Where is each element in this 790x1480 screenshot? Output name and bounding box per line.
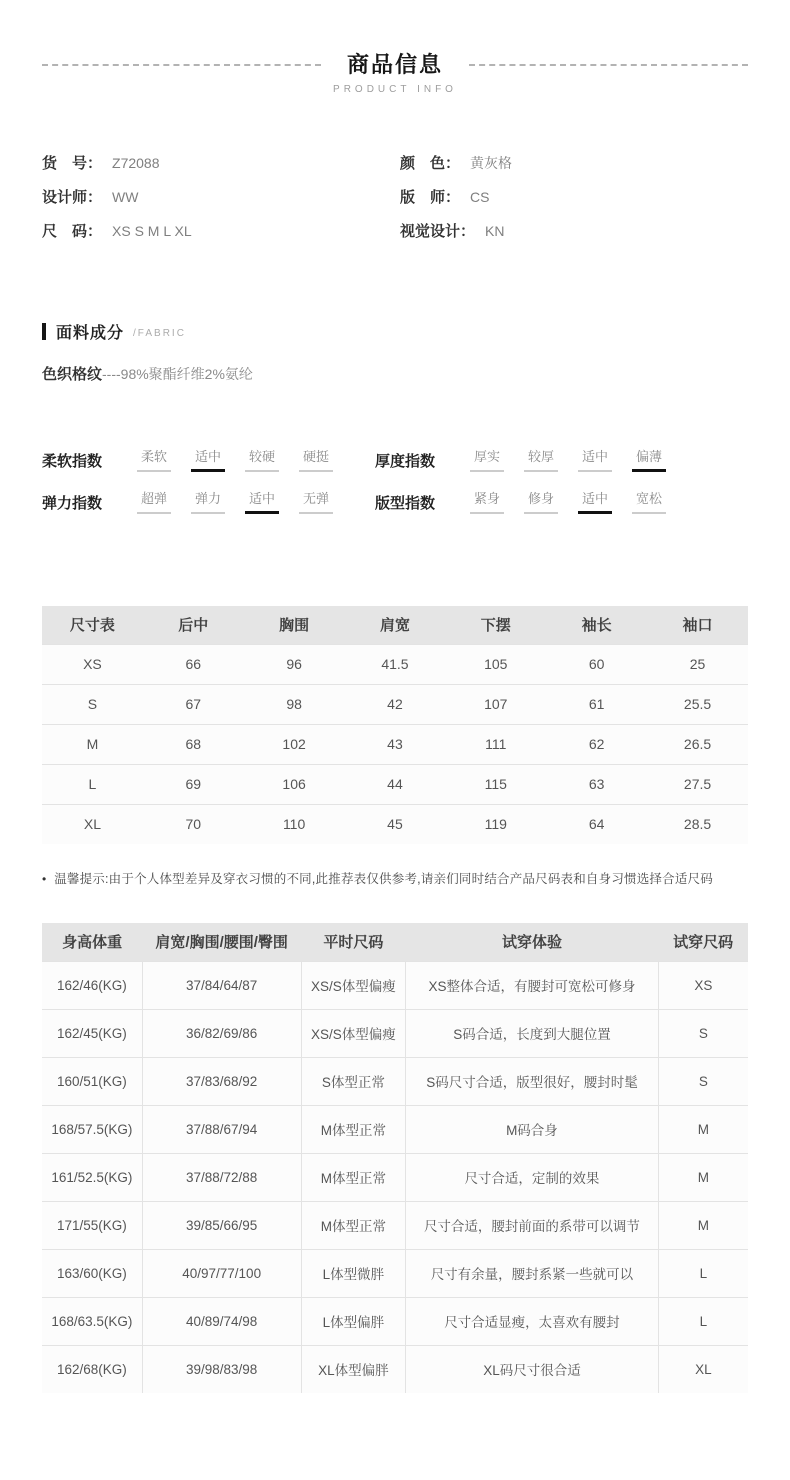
fabric-name: 色织格纹 — [42, 366, 103, 383]
field-value: WW — [112, 189, 139, 205]
table-cell: 36/82/69/86 — [142, 1009, 301, 1057]
index-option-selected: 适中 — [245, 492, 279, 514]
table-cell: XL — [658, 1345, 748, 1393]
table-cell: 168/57.5(KG) — [42, 1105, 142, 1153]
index-options — [470, 450, 666, 472]
table-cell: 70 — [143, 804, 244, 844]
table-cell: M体型正常 — [301, 1105, 405, 1153]
table-row — [42, 724, 748, 764]
table-cell: 45 — [345, 804, 446, 844]
table-cell: 37/88/67/94 — [142, 1105, 301, 1153]
table-cell: 111 — [445, 724, 546, 764]
table-cell: 60 — [546, 644, 647, 684]
index-option: 弹力 — [191, 492, 225, 514]
thickness-index-group — [375, 450, 748, 472]
table-row — [42, 764, 748, 804]
field-value: XS S M L XL — [112, 223, 192, 239]
table-cell: 41.5 — [345, 644, 446, 684]
size-chart-header — [42, 606, 748, 644]
index-option: 紧身 — [470, 492, 504, 514]
fabric-composition-line — [42, 363, 748, 384]
table-row — [42, 644, 748, 684]
table-cell: 27.5 — [647, 764, 748, 804]
field-sizes — [42, 223, 400, 240]
index-options — [137, 450, 333, 472]
table-cell: 160/51(KG) — [42, 1057, 142, 1105]
index-option: 较硬 — [245, 450, 279, 472]
table-cell: M — [658, 1153, 748, 1201]
table-cell: 168/63.5(KG) — [42, 1297, 142, 1345]
table-cell: 25.5 — [647, 684, 748, 724]
index-option: 适中 — [578, 450, 612, 472]
table-cell: 162/45(KG) — [42, 1009, 142, 1057]
size-chart-body — [42, 644, 748, 844]
field-item-number — [42, 155, 400, 172]
table-cell: M — [658, 1201, 748, 1249]
fabric-section-heading — [42, 320, 748, 343]
field-value: KN — [485, 223, 505, 239]
table-cell: M体型正常 — [301, 1153, 405, 1201]
column-header: 肩宽/胸围/腰围/臀围 — [142, 923, 301, 961]
page-title-block — [333, 48, 457, 95]
table-cell: 119 — [445, 804, 546, 844]
fabric-heading: 面料成分 — [56, 325, 125, 342]
table-cell: 61 — [546, 684, 647, 724]
table-cell: 37/83/68/92 — [142, 1057, 301, 1105]
column-header: 下摆 — [445, 606, 546, 644]
column-header: 试穿体验 — [406, 923, 659, 961]
field-label: 尺 码： — [42, 223, 103, 240]
table-cell: L — [658, 1297, 748, 1345]
table-cell: XS/S体型偏瘦 — [301, 961, 405, 1009]
index-option: 柔软 — [137, 450, 171, 472]
column-header: 后中 — [143, 606, 244, 644]
column-header: 肩宽 — [345, 606, 446, 644]
table-cell: 69 — [143, 764, 244, 804]
attribute-indices — [42, 450, 748, 514]
index-option: 修身 — [524, 492, 558, 514]
index-options — [470, 492, 666, 514]
index-label: 厚度指数 — [375, 453, 436, 470]
product-info-fields — [42, 155, 748, 240]
product-info-page — [0, 48, 790, 1451]
table-cell: 68 — [143, 724, 244, 764]
table-cell: 40/89/74/98 — [142, 1297, 301, 1345]
table-cell: M体型正常 — [301, 1201, 405, 1249]
table-cell: M — [658, 1105, 748, 1153]
column-header: 试穿尺码 — [658, 923, 748, 961]
field-label: 视觉设计： — [400, 223, 476, 240]
table-cell: M — [42, 724, 143, 764]
table-cell: 67 — [143, 684, 244, 724]
table-cell: XL — [42, 804, 143, 844]
index-option: 较厚 — [524, 450, 558, 472]
table-cell: 尺寸有余量，腰封系紧一些就可以 — [406, 1249, 659, 1297]
table-cell: 98 — [244, 684, 345, 724]
try-on-table — [42, 923, 748, 1393]
softness-index-group — [42, 450, 375, 472]
table-cell: 102 — [244, 724, 345, 764]
table-cell: L — [42, 764, 143, 804]
column-header: 胸围 — [244, 606, 345, 644]
dashed-divider-left — [42, 64, 321, 66]
index-label: 版型指数 — [375, 495, 436, 512]
column-header: 袖口 — [647, 606, 748, 644]
table-cell: XS — [42, 644, 143, 684]
field-label: 颜 色： — [400, 155, 461, 172]
table-cell: L体型微胖 — [301, 1249, 405, 1297]
table-row — [42, 1153, 748, 1201]
table-cell: XS/S体型偏瘦 — [301, 1009, 405, 1057]
bullet-icon: • — [42, 872, 47, 886]
table-cell: 106 — [244, 764, 345, 804]
index-option-selected: 适中 — [191, 450, 225, 472]
table-cell: 39/98/83/98 — [142, 1345, 301, 1393]
index-option: 无弹 — [299, 492, 333, 514]
field-label: 版 师： — [400, 189, 461, 206]
table-cell: 96 — [244, 644, 345, 684]
index-option-selected: 适中 — [578, 492, 612, 514]
fit-index-group — [375, 492, 748, 514]
table-cell: 162/68(KG) — [42, 1345, 142, 1393]
table-row — [42, 1201, 748, 1249]
field-patternmaker — [400, 189, 748, 206]
table-cell: 42 — [345, 684, 446, 724]
field-value: Z72088 — [112, 155, 160, 171]
table-cell: 161/52.5(KG) — [42, 1153, 142, 1201]
field-label: 设计师： — [42, 189, 103, 206]
column-header: 尺寸表 — [42, 606, 143, 644]
page-title: 商品信息 — [347, 52, 444, 77]
table-cell: 39/85/66/95 — [142, 1201, 301, 1249]
table-cell: XS整体合适，有腰封可宽松可修身 — [406, 961, 659, 1009]
table-cell: 63 — [546, 764, 647, 804]
field-value: 黄灰格 — [470, 155, 513, 171]
index-option-selected: 偏薄 — [632, 450, 666, 472]
table-cell: 163/60(KG) — [42, 1249, 142, 1297]
warm-tip — [42, 871, 748, 887]
index-label: 弹力指数 — [42, 495, 103, 512]
table-cell: S — [658, 1009, 748, 1057]
table-row — [42, 1345, 748, 1393]
field-value: CS — [470, 189, 490, 205]
field-visual-design — [400, 223, 748, 240]
table-cell: 37/88/72/88 — [142, 1153, 301, 1201]
table-cell: 尺寸合适，腰封前面的系带可以调节 — [406, 1201, 659, 1249]
table-cell: 44 — [345, 764, 446, 804]
dashed-divider-right — [469, 64, 748, 66]
fabric-heading-en: /FABRIC — [133, 328, 186, 339]
index-options — [137, 492, 333, 514]
table-row — [42, 961, 748, 1009]
column-header: 身高体重 — [42, 923, 142, 961]
table-row — [42, 1105, 748, 1153]
table-cell: 62 — [546, 724, 647, 764]
table-cell: S码尺寸合适，版型很好，腰封时髦 — [406, 1057, 659, 1105]
field-color — [400, 155, 748, 172]
table-cell: 43 — [345, 724, 446, 764]
table-cell: 64 — [546, 804, 647, 844]
try-on-body — [42, 961, 748, 1393]
table-cell: 115 — [445, 764, 546, 804]
heading-accent-bar — [42, 323, 46, 340]
table-cell: S — [658, 1057, 748, 1105]
table-cell: S体型正常 — [301, 1057, 405, 1105]
column-header: 袖长 — [546, 606, 647, 644]
index-option: 硬挺 — [299, 450, 333, 472]
table-cell: 66 — [143, 644, 244, 684]
fabric-composition: ----98%聚酯纤维2%氨纶 — [102, 366, 253, 382]
table-cell: 37/84/64/87 — [142, 961, 301, 1009]
elasticity-index-group — [42, 492, 375, 514]
index-option: 超弹 — [137, 492, 171, 514]
table-cell: 105 — [445, 644, 546, 684]
table-row — [42, 1009, 748, 1057]
table-cell: 26.5 — [647, 724, 748, 764]
field-designer — [42, 189, 400, 206]
table-cell: 107 — [445, 684, 546, 724]
table-cell: 28.5 — [647, 804, 748, 844]
section-header — [42, 48, 748, 105]
column-header: 平时尺码 — [301, 923, 405, 961]
table-cell: S码合适，长度到大腿位置 — [406, 1009, 659, 1057]
table-cell: 162/46(KG) — [42, 961, 142, 1009]
header-row — [42, 923, 748, 961]
header-row — [42, 606, 748, 644]
table-row — [42, 1249, 748, 1297]
size-chart-table — [42, 606, 748, 844]
table-cell: XL码尺寸很合适 — [406, 1345, 659, 1393]
table-cell: XL体型偏胖 — [301, 1345, 405, 1393]
index-option: 厚实 — [470, 450, 504, 472]
table-cell: 110 — [244, 804, 345, 844]
page-subtitle: PRODUCT INFO — [333, 84, 457, 95]
table-cell: 40/97/77/100 — [142, 1249, 301, 1297]
table-cell: 尺寸合适，定制的效果 — [406, 1153, 659, 1201]
table-row — [42, 804, 748, 844]
index-option: 宽松 — [632, 492, 666, 514]
table-cell: L — [658, 1249, 748, 1297]
tip-text: 温馨提示:由于个人体型差异及穿衣习惯的不同,此推荐表仅供参考,请亲们同时结合产品尺码表和自身习惯选择合适尺码 — [54, 872, 713, 886]
table-cell: 171/55(KG) — [42, 1201, 142, 1249]
table-cell: 尺寸合适显瘦，太喜欢有腰封 — [406, 1297, 659, 1345]
table-cell: 25 — [647, 644, 748, 684]
table-row — [42, 684, 748, 724]
table-cell: L体型偏胖 — [301, 1297, 405, 1345]
table-cell: S — [42, 684, 143, 724]
table-cell: M码合身 — [406, 1105, 659, 1153]
table-cell: XS — [658, 961, 748, 1009]
index-label: 柔软指数 — [42, 453, 103, 470]
table-row — [42, 1297, 748, 1345]
try-on-header — [42, 923, 748, 961]
table-row — [42, 1057, 748, 1105]
field-label: 货 号： — [42, 155, 103, 172]
